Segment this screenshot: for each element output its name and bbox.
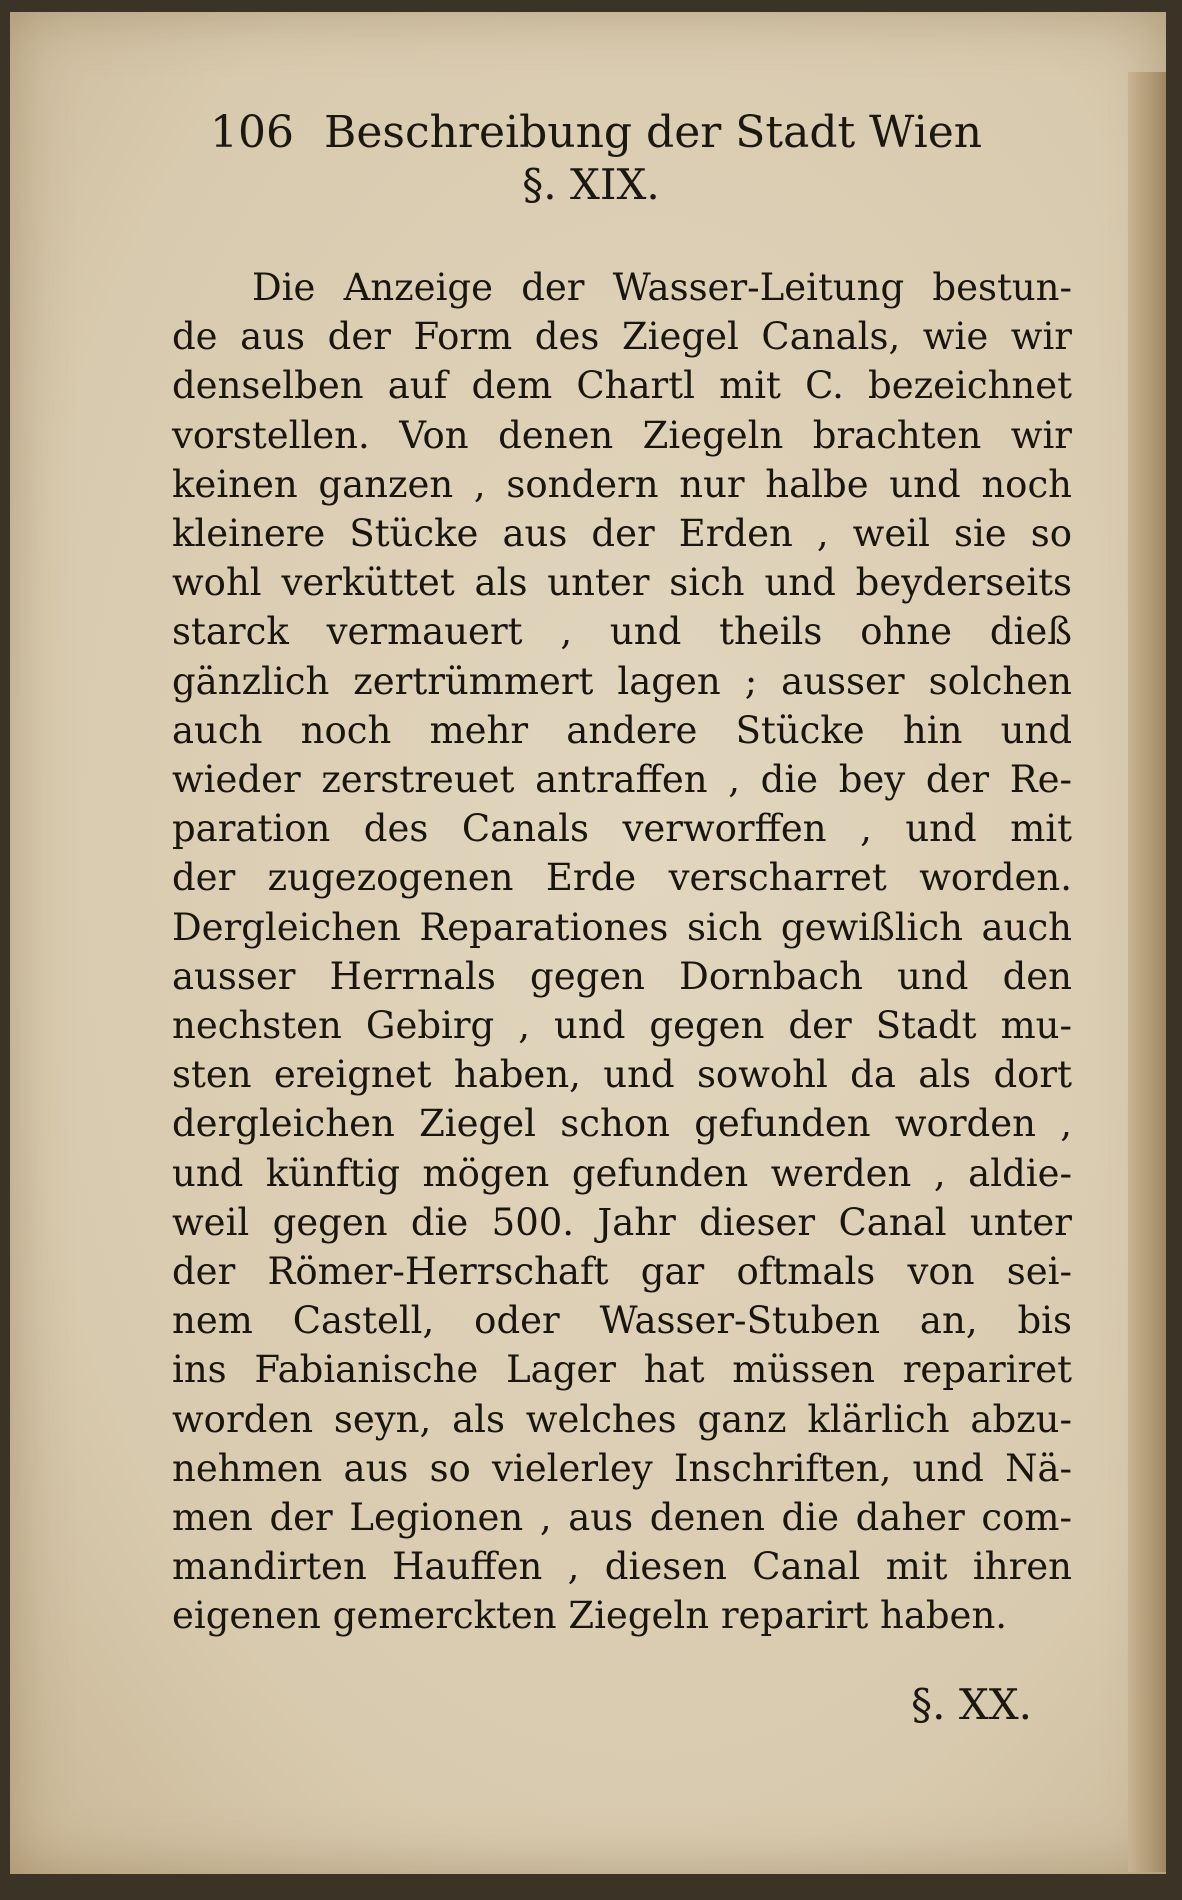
running-head (210, 107, 982, 158)
text-line: Die Anzeige der Wasser-Leitung bestun- (252, 266, 1072, 309)
text-line: nem Castell, oder Wasser-Stuben an, bis (172, 1299, 1072, 1343)
text-line: ins Fabianische Lager hat müssen repariret (172, 1348, 1072, 1392)
text-line: eigenen gemerckten Ziegeln reparirt haben. (172, 1594, 1008, 1638)
text-line: weil gegen die 500. Jahr dieser Canal unter (172, 1200, 1072, 1244)
section-title: §. XIX. (522, 160, 660, 209)
text-line: keinen ganzen , sondern nur halbe und noch (172, 462, 1072, 506)
text-line: auch noch mehr andere Stücke hin und (172, 708, 1072, 752)
text-line: der Römer-Herrschaft gar oftmals von sei- (172, 1250, 1072, 1294)
text-line: dergleichen Ziegel schon gefunden worden , (172, 1102, 1072, 1146)
text-line: gänzlich zertrümmert lagen ; ausser solchen (172, 659, 1072, 703)
text-line: ausser Herrnals gegen Dornbach und den (172, 954, 1072, 998)
text-line: mandirten Hauffen , diesen Canal mit ihren (172, 1545, 1072, 1589)
catchword: §. XX. (911, 1680, 1032, 1729)
text-line: men der Legionen , aus denen die daher com- (172, 1496, 1072, 1540)
text-line: Dergleichen Reparationes sich gewißlich auch (172, 905, 1072, 949)
text-line: worden seyn, als welches ganz klärlich abzu- (172, 1397, 1072, 1441)
page-edge (1128, 72, 1166, 1872)
text-line: denselben auf dem Chartl mit C. bezeichnet (172, 364, 1072, 408)
text-line: der zugezogenen Erde verscharret worden. (172, 856, 1072, 900)
text-line: kleinere Stücke aus der Erden , weil sie so (172, 512, 1072, 556)
text-line: starck vermauert , und theils ohne dieß (172, 610, 1072, 654)
text-line: de aus der Form des Ziegel Canals, wie wir (172, 315, 1072, 359)
body-text (172, 263, 1072, 1641)
text-line: sten ereignet haben, und sowohl da als dort (172, 1053, 1072, 1097)
text-line: wohl verküttet als unter sich und beyderseits (172, 561, 1072, 605)
page-number: 106 (210, 107, 294, 158)
text-line: paration des Canals verworffen , und mit (172, 807, 1072, 851)
text-line: vorstellen. Von denen Ziegeln brachten wir (172, 413, 1072, 457)
text-line: und künftig mögen gefunden werden , aldie- (172, 1151, 1072, 1195)
text-line: nechsten Gebirg , und gegen der Stadt mu- (172, 1004, 1072, 1048)
running-title: Beschreibung der Stadt Wien (323, 107, 983, 158)
text-line: nehmen aus so vielerley Inschriften, und Nä- (172, 1446, 1072, 1490)
text-line: wieder zerstreuet antraffen , die bey der Re- (172, 758, 1072, 802)
